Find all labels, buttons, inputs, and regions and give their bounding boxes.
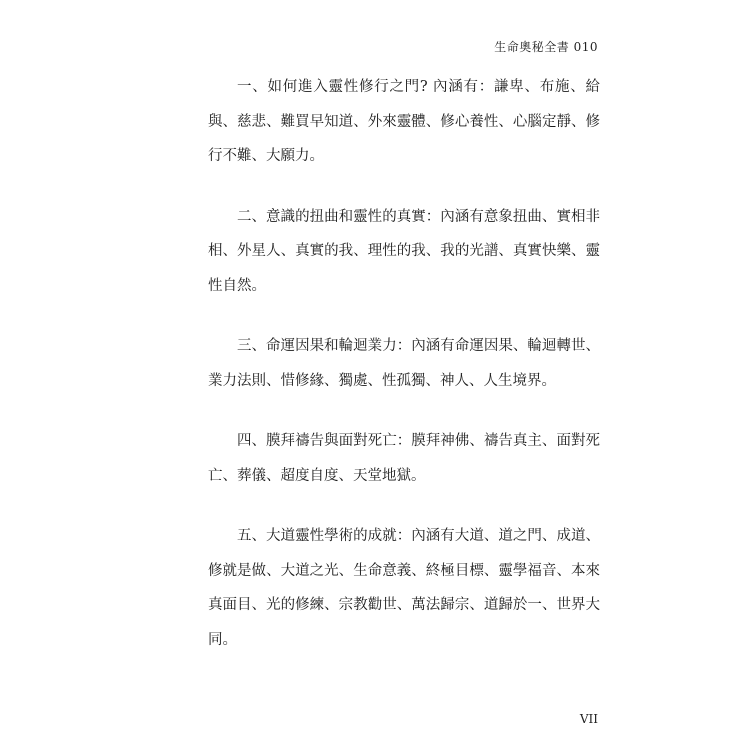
paragraph-2: 二、意識的扭曲和靈性的真實：內涵有意象扭曲、實相非相、外星人、真實的我、理性的我、我的光譜、真實快樂、靈性自然。 <box>208 208 600 294</box>
paragraph-1: 一、如何進入靈性修行之門? 內涵有：謙卑、布施、給與、慈悲、難買早知道、外來靈體、修心養性、心腦定靜、修行不難、大願力。 <box>208 79 600 164</box>
running-head-page-number: 010 <box>573 40 598 54</box>
running-head <box>494 38 598 55</box>
paragraph-5: 五、大道靈性學術的成就：內涵有大道、道之門、成道、修就是做、大道之光、生命意義、終極目標、靈學福音、本來真面目、光的修練、宗教勸世、萬法歸宗、道歸於一、世界大同。 <box>208 528 600 648</box>
page-folio: VII <box>579 712 598 726</box>
body-text <box>208 70 600 683</box>
running-title: 生命奧秘全書 <box>494 40 570 54</box>
paragraph-3: 三、命運因果和輪迴業力：內涵有命運因果、輪迴轉世、業力法則、惜修緣、獨處、性孤獨、神人、人生境界。 <box>208 338 600 389</box>
paragraph-4: 四、膜拜禱告與面對死亡：膜拜神佛、禱告真主、面對死亡、葬儀、超度自度、天堂地獄。 <box>208 433 600 484</box>
